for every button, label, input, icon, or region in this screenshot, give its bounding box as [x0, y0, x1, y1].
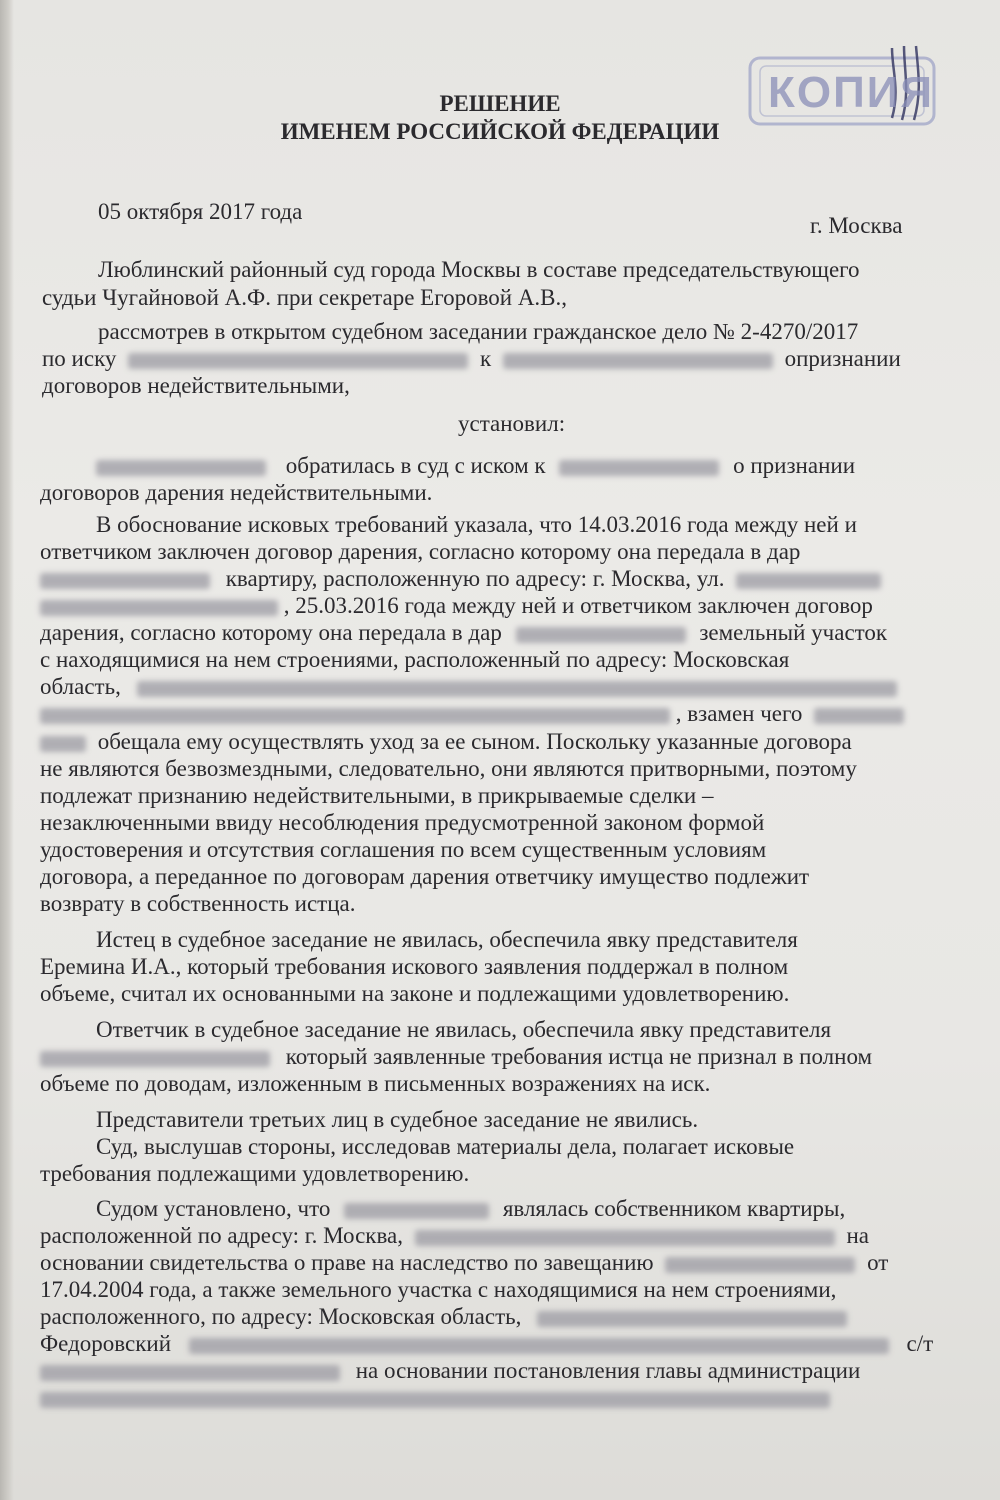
redacted-name — [40, 1051, 270, 1067]
text-fragment: квартиру, расположенную по адресу: г. Москва, ул. — [225, 566, 725, 591]
text-line: возврату в собственность истца. — [40, 891, 356, 916]
text-fragment: , 25.03.2016 года между ней и ответчиком заключен договор — [283, 593, 873, 618]
text-fragment: , взамен чего — [675, 701, 803, 726]
text-fragment: опризнании — [784, 346, 901, 371]
redacted-name — [128, 353, 468, 369]
redacted-name — [516, 627, 686, 643]
text-line: объеме, считал их основанными на законе и подлежащими удовлетворению. — [40, 981, 790, 1006]
text-line: договора, а переданное по договорам дарения ответчику имущество подлежит — [40, 864, 810, 889]
redacted-address — [40, 600, 278, 616]
text-line — [0, 1330, 1000, 1358]
text-line — [0, 728, 1000, 756]
text-fragment: на основании постановления главы администрации — [355, 1358, 861, 1383]
text-fragment: Федоровский — [40, 1331, 172, 1356]
text-fragment: область, — [40, 674, 121, 699]
text-line: Люблинский районный суд города Москвы в составе председательствующего — [98, 257, 860, 282]
text-fragment: основании свидетельства о праве на наследство по завещанию — [40, 1250, 654, 1275]
doc-subtitle: ИМЕНЕМ РОССИЙСКОЙ ФЕДЕРАЦИИ — [280, 119, 720, 144]
text-line: подлежат признанию недействительными, в прикрываемые сделки – — [40, 783, 714, 808]
text-line — [0, 1384, 1000, 1412]
redacted-name — [814, 708, 904, 724]
doc-date: 05 октября 2017 года — [98, 199, 303, 224]
text-line: ответчиком заключен договор дарения, согласно которому она передала в дар — [40, 539, 801, 564]
redacted-address — [40, 708, 670, 724]
text-line — [0, 1357, 1000, 1385]
text-line — [0, 592, 1000, 620]
text-fragment: с/т — [906, 1331, 934, 1356]
text-fragment: дарения, согласно которому она передала в дар — [40, 620, 502, 645]
text-fragment: на — [846, 1223, 870, 1248]
text-line: Еремина И.А., который требования искового заявления поддержал в полном — [40, 954, 789, 979]
text-line: незаключенными ввиду несоблюдения предусмотренной законом формой — [40, 810, 765, 835]
text-line — [0, 1043, 1000, 1071]
text-line — [0, 565, 1000, 593]
text-fragment: к — [479, 346, 492, 371]
redacted-name — [559, 460, 719, 476]
text-line — [0, 673, 1000, 701]
text-line: удостоверения и отсутствия соглашения по всем существенным условиям — [40, 837, 767, 862]
text-line: объеме по доводам, изложенным в письменных возражениях на иск. — [40, 1071, 711, 1096]
section-heading: установил: — [458, 411, 566, 436]
text-line — [0, 1222, 1000, 1250]
stamp-word: КОПИЯ — [768, 68, 934, 117]
text-fragment: о признании — [733, 453, 856, 478]
text-line: Суд, выслушав стороны, исследовав материалы дела, полагает исковые — [96, 1134, 795, 1159]
text-line — [0, 700, 1000, 728]
text-line: требования подлежащими удовлетворению. — [40, 1161, 470, 1186]
doc-title: РЕШЕНИЕ — [439, 91, 561, 116]
redacted-name — [40, 736, 86, 752]
text-line — [0, 1249, 1000, 1277]
text-line: судьи Чугайновой А.Ф. при секретаре Егоровой А.В., — [42, 285, 568, 310]
text-line: с находящимися на нем строениями, расположенный по адресу: Московская — [40, 647, 790, 672]
redacted-name — [344, 1203, 489, 1219]
redacted-name — [503, 353, 773, 369]
text-fragment: по иску — [42, 346, 117, 371]
text-line — [0, 619, 1000, 647]
text-fragment: который заявленные требования истца не признал в полном — [285, 1044, 873, 1069]
text-fragment: земельный участок — [699, 620, 888, 645]
text-fragment: от — [867, 1250, 889, 1275]
text-fragment: являлась собственником квартиры, — [502, 1196, 846, 1221]
redacted-address — [137, 681, 897, 697]
redacted-text — [40, 1392, 830, 1408]
text-line — [0, 1195, 1000, 1223]
redacted-name — [40, 573, 210, 589]
doc-city: г. Москва — [810, 213, 903, 238]
text-line: рассмотрев в открытом судебном заседании гражданское дело № 2-4270/2017 — [98, 319, 859, 344]
text-line: Представители третьих лиц в судебное заседание не явились. — [96, 1107, 699, 1132]
text-line: 17.04.2004 года, а также земельного участка с находящимися на нем строениями, — [40, 1277, 837, 1302]
redacted-address — [40, 1365, 340, 1381]
text-line: Ответчик в судебное заседание не явилась, обеспечила явку представителя — [96, 1017, 832, 1042]
text-fragment: Судом установлено, что — [96, 1196, 331, 1221]
text-line: В обоснование исковых требований указала, что 14.03.2016 года между ней и — [96, 512, 857, 537]
text-fragment: обратилась в суд с иском к — [285, 453, 546, 478]
redacted-address — [189, 1338, 889, 1354]
redacted-address — [537, 1311, 847, 1327]
text-line: договоров недействительными, — [42, 373, 350, 398]
text-fragment: расположенного, по адресу: Московская область, — [40, 1304, 522, 1329]
redacted-number — [665, 1257, 855, 1273]
text-line — [0, 452, 1000, 480]
text-line: Истец в судебное заседание не явилась, обеспечила явку представителя — [96, 927, 798, 952]
text-line — [0, 1303, 1000, 1331]
text-line — [0, 345, 1000, 373]
redacted-name — [96, 460, 266, 476]
text-line: договоров дарения недействительными. — [40, 480, 433, 505]
text-fragment: расположенной по адресу: г. Москва, — [40, 1223, 403, 1248]
redacted-address — [415, 1230, 835, 1246]
redacted-address — [736, 573, 881, 589]
text-line: не являются безвозмездными, следовательно, они являются притворными, поэтому — [40, 756, 857, 781]
text-fragment: обещала ему осуществлять уход за ее сыном. Поскольку указанные договора — [97, 729, 852, 754]
